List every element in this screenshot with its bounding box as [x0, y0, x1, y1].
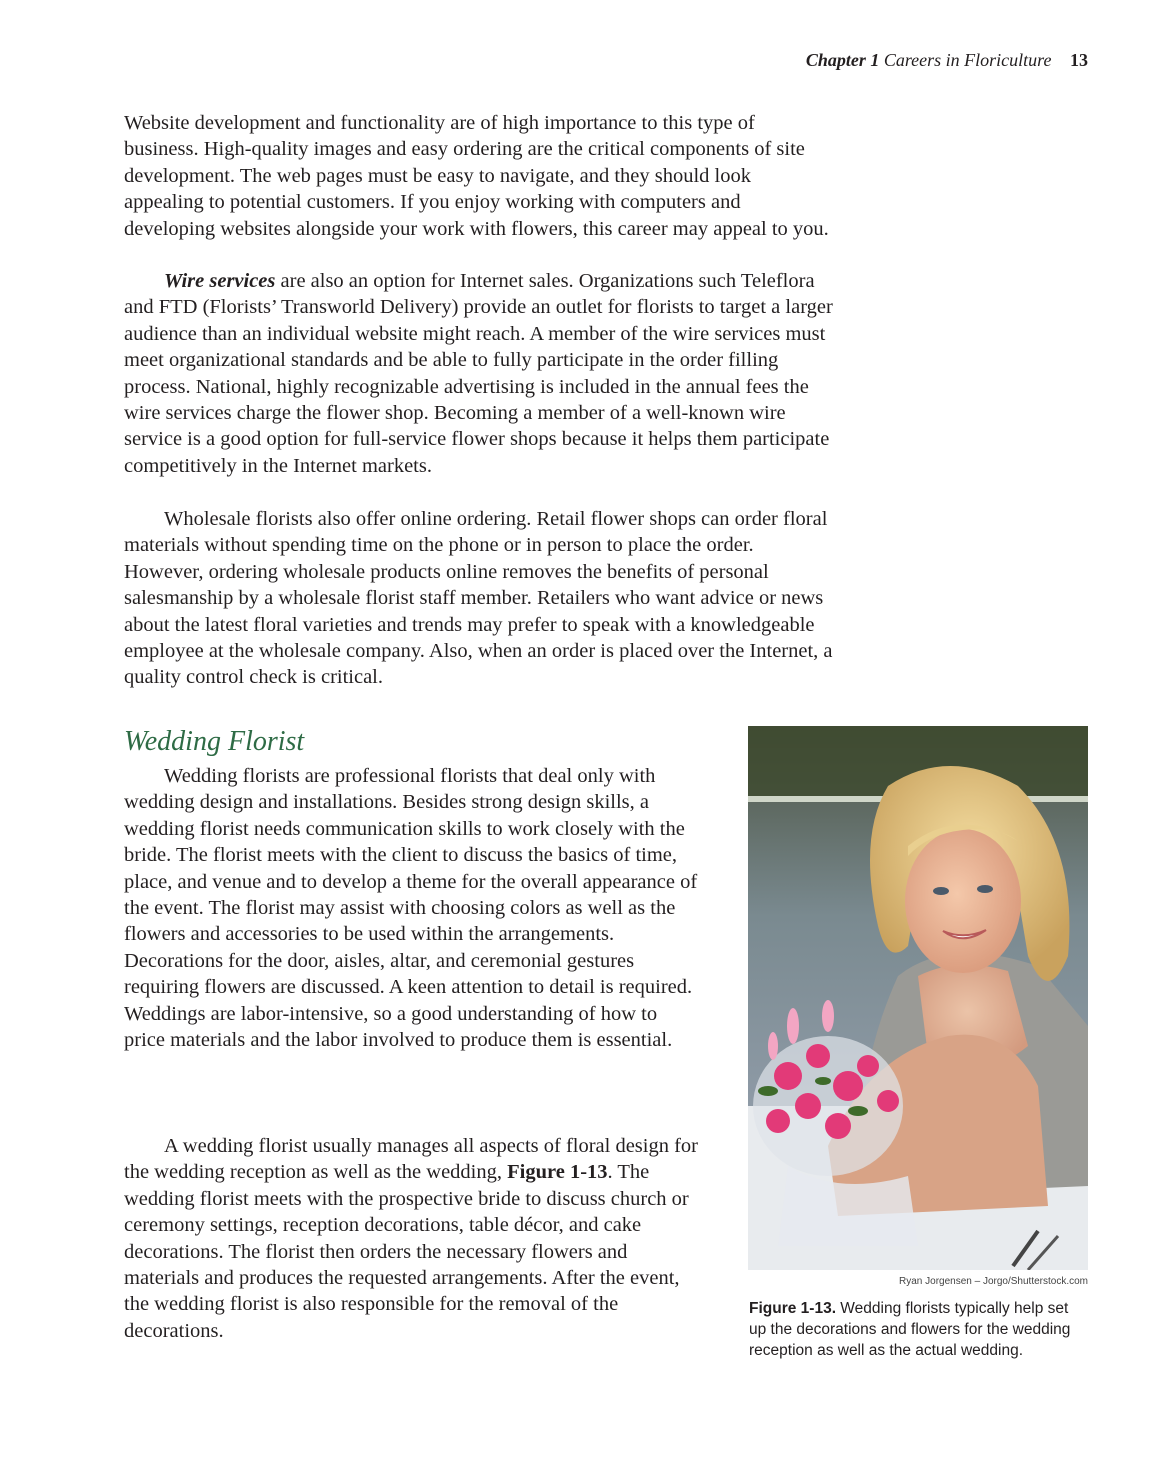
paragraph-wedding-florists: Wedding florists are professional florists that deal only with wedding design and installations. Besides strong design skills, a wedding florist needs communication skills to work closely with the bride. The florist meets with the client to discuss the basics of time, place, and venue and to develop a theme for the overall appearance of the event. The florist may assist with choosing colors as well as the flowers and accessories to be used within the arrangements. Decorations for the door, aisles, altar, and ceremonial gestures requiring flowers are discussed. A keen attention to detail is required. Weddings are labor-intensive, so a good understanding of how to price materials and the labor involved to produce them is essential.: [124, 765, 698, 1052]
figure-caption: [749, 1298, 1089, 1361]
paragraph-wedding-reception-rest: . The wedding florist meets with the prospective bride to discuss church or ceremony settings, reception decorations, table décor, and cake decorations. The florist then orders the necessary flowers and materials and produces the requested arrangements. After the event, the wedding florist is also responsible for the removal of the decorations.: [124, 1161, 689, 1342]
photo-credit: Ryan Jorgensen – Jorgo/Shutterstock.com: [899, 1276, 1088, 1287]
section-heading: Wedding Florist: [124, 726, 305, 757]
running-header: [806, 50, 1088, 71]
paragraph-website: Website development and functionality are of high importance to this type of business. High-quality images and easy ordering are the critical components of site development. The web pages must be easy to navigate, and they should look appealing to potential customers. If you enjoy working with computers and developing websites alongside your work with flowers, this career may appeal to you.: [124, 112, 829, 240]
chapter-label: Chapter 1: [805, 50, 880, 70]
paragraph-wire-services-text: are also an option for Internet sales. Organizations such Teleflora and FTD (Florists’ Transworld Delivery) provide an outlet for florists to target a larger audience than an individual website might reach. A member of the wire services must meet organizational standards and be able to fully participate in the order filling process. National, highly recognizable advertising is included in the annual fees the wire services charge the flower shop. Becoming a member of a well-known wire service is a good option for full-service flower shops because it helps them participate competitively in the Internet markets.: [124, 270, 833, 477]
figure-caption-text: Wedding florists typically help set up the decorations and flowers for the wedding reception as well as the actual wedding.: [749, 1300, 1071, 1359]
term-wire-services: Wire services: [164, 270, 276, 292]
paragraph-wedding-reception: [124, 1133, 699, 1344]
paragraph-wedding-reception-start: A wedding florist usually manages all aspects of floral design for the wedding reception as well as the wedding,: [124, 1135, 699, 1184]
chapter-title: Careers in Floriculture: [883, 50, 1052, 70]
figure-photo: [748, 726, 1088, 1270]
paragraph-wire-services: [124, 268, 834, 479]
paragraph-wholesale: Wholesale florists also offer online ordering. Retail flower shops can order floral materials without spending time on the phone or in person to place the order. However, ordering wholesale products online removes the benefits of personal salesmanship by a wholesale florist staff member. Retailers who want advice or news about the latest floral varieties and trends may prefer to speak with a knowledgeable employee at the wholesale company. Also, when an order is placed over the Internet, a quality control check is critical.: [124, 508, 833, 689]
page-number: 13: [1070, 50, 1088, 70]
figure-reference: Figure 1-13: [507, 1161, 608, 1184]
figure-label: Figure 1-13.: [749, 1300, 836, 1317]
